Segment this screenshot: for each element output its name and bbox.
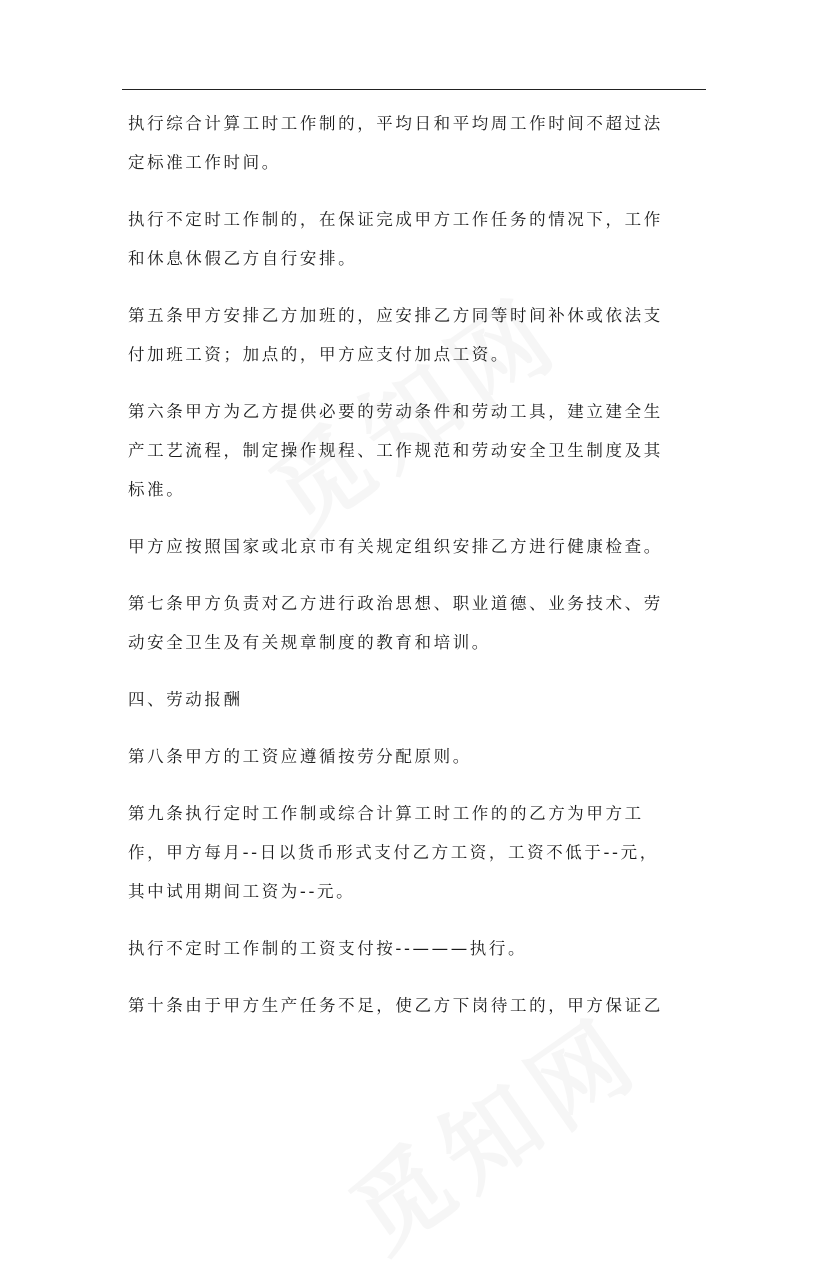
paragraph bbox=[128, 392, 704, 509]
text-line: 作，甲方每月--日以货币形式支付乙方工资，工资不低于--元， bbox=[128, 843, 659, 862]
text-line: 第十条由于甲方生产任务不足，使乙方下岗待工的，甲方保证乙 bbox=[128, 996, 663, 1015]
text-line: 执行不定时工作制的，在保证完成甲方工作任务的情况下，工作 bbox=[128, 210, 663, 229]
paragraph bbox=[128, 104, 704, 182]
section-heading bbox=[128, 680, 704, 719]
text-line: 甲方应按照国家或北京市有关规定组织安排乙方进行健康检查。 bbox=[128, 537, 663, 556]
paragraph bbox=[128, 794, 704, 911]
text-line: 第八条甲方的工资应遵循按劳分配原则。 bbox=[128, 747, 472, 766]
paragraph bbox=[128, 200, 704, 278]
paragraph bbox=[128, 584, 704, 662]
paragraph bbox=[128, 737, 704, 776]
text-line: 第七条甲方负责对乙方进行政治思想、职业道德、业务技术、劳 bbox=[128, 594, 663, 613]
text-line: 和休息休假乙方自行安排。 bbox=[128, 249, 358, 268]
paragraph bbox=[128, 296, 704, 374]
text-line: 第六条甲方为乙方提供必要的劳动条件和劳动工具，建立建全生 bbox=[128, 402, 663, 421]
text-line: 第九条执行定时工作制或综合计算工时工作的的乙方为甲方工 bbox=[128, 804, 644, 823]
text-line: 定标准工作时间。 bbox=[128, 153, 281, 172]
header-rule bbox=[122, 89, 706, 90]
document-body bbox=[128, 104, 704, 1043]
text-line: 标准。 bbox=[128, 480, 186, 499]
text-line: 付加班工资；加点的，甲方应支付加点工资。 bbox=[128, 345, 510, 364]
text-line: 四、劳动报酬 bbox=[128, 690, 243, 709]
paragraph bbox=[128, 527, 704, 566]
text-line: 其中试用期间工资为--元。 bbox=[128, 882, 356, 901]
text-line: 执行综合计算工时工作制的，平均日和平均周工作时间不超过法 bbox=[128, 114, 663, 133]
text-line: 动安全卫生及有关规章制度的教育和培训。 bbox=[128, 633, 491, 652]
paragraph bbox=[128, 986, 704, 1025]
text-line: 执行不定时工作制的工资支付按--———执行。 bbox=[128, 939, 528, 958]
text-line: 产工艺流程，制定操作规程、工作规范和劳动安全卫生制度及其 bbox=[128, 441, 663, 460]
text-line: 第五条甲方安排乙方加班的，应安排乙方同等时间补休或依法支 bbox=[128, 306, 663, 325]
paragraph bbox=[128, 929, 704, 968]
